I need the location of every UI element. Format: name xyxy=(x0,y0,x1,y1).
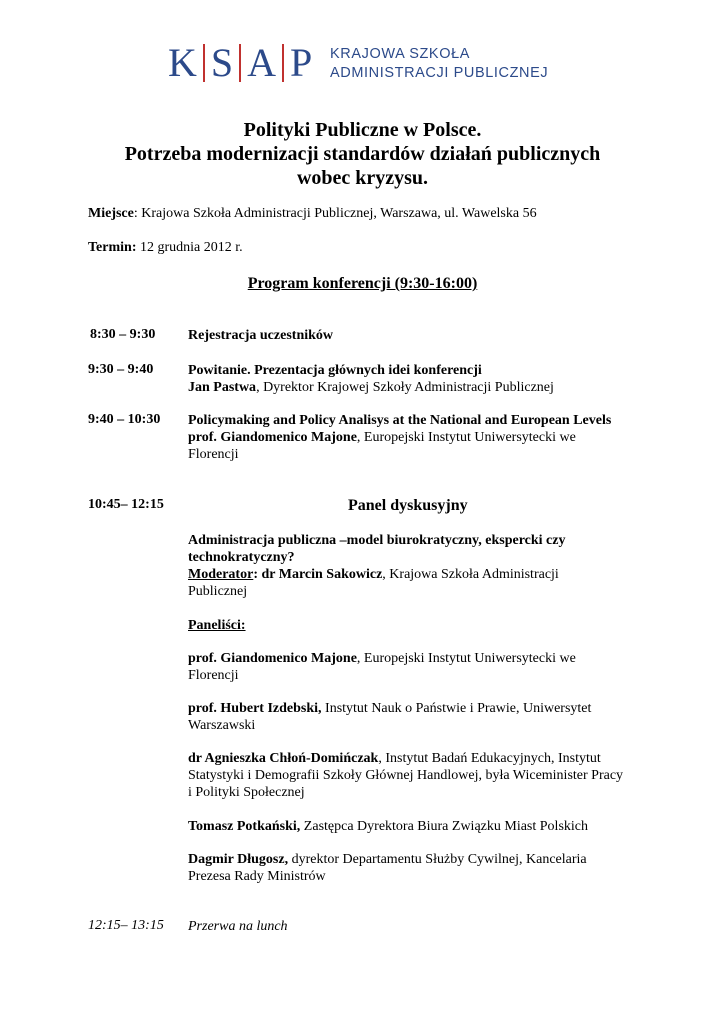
place-line xyxy=(88,206,537,222)
panelist xyxy=(188,750,628,801)
schedule-time: 10:45– 12:15 xyxy=(88,497,164,512)
logo-letter-p: P xyxy=(290,40,313,85)
page-title xyxy=(60,118,665,190)
moderator-label: Moderator xyxy=(188,567,254,582)
date-label: Termin: xyxy=(88,240,137,255)
panelist-name: dr Agnieszka Chłoń-Domińczak xyxy=(188,751,379,766)
logo-text-line1: KRAJOWA SZKOŁA xyxy=(330,46,471,62)
logo-text xyxy=(330,45,548,83)
speaker-affiliation: , Europejski Instytut Uniwersytecki we Florencji xyxy=(188,430,576,462)
schedule-title: Policymaking and Policy Analisys at the National and European Levels xyxy=(188,413,612,428)
moderator-line xyxy=(188,566,608,600)
ksap-logo xyxy=(164,42,316,84)
panelist xyxy=(188,818,638,835)
place-label: Miejsce xyxy=(88,206,134,221)
panelist-affiliation: dyrektor Departamentu Służby Cywilnej, Kancelaria Prezesa Rady Ministrów xyxy=(188,852,587,884)
moderator-colon: : xyxy=(253,567,258,582)
speaker-name: Jan Pastwa xyxy=(188,380,257,395)
logo-separator xyxy=(239,44,241,82)
logo-letter-k: K xyxy=(168,40,197,85)
schedule-speaker-line xyxy=(188,379,628,396)
panelist xyxy=(188,650,608,684)
moderator-affiliation: , Krajowa Szkoła Administracji Publicznej xyxy=(188,567,559,599)
panelist-affiliation: Instytut Nauk o Państwie i Prawie, Uniwersytet Warszawski xyxy=(188,701,592,733)
title-line3: wobec kryzysu. xyxy=(296,167,429,189)
moderator-name: dr Marcin Sakowicz xyxy=(257,567,383,582)
panelist-name: Tomasz Potkański, xyxy=(188,819,301,834)
schedule-time: 9:40 – 10:30 xyxy=(88,412,161,427)
logo-letter-s: S xyxy=(210,40,234,85)
speaker-affiliation: , Dyrektor Krajowej Szkoły Administracji Publicznej xyxy=(256,380,554,395)
title-line2: Potrzeba modernizacji standardów działań publicznych xyxy=(124,143,601,165)
panelists-label: Paneliści: xyxy=(188,618,246,633)
panel-heading: Panel dyskusyjny xyxy=(348,497,468,514)
title-line1: Polityki Publiczne w Polsce. xyxy=(243,119,482,141)
panel-topic: Administracja publiczna –model biurokratyczny, ekspercki czy technokratyczny? xyxy=(188,533,566,565)
logo-letter-a: A xyxy=(247,40,277,85)
schedule-time: 12:15– 13:15 xyxy=(88,918,164,933)
panelist xyxy=(188,700,618,734)
schedule-item xyxy=(188,412,648,463)
panelist-affiliation: , Europejski Instytut Uniwersytecki we Florencji xyxy=(188,651,576,683)
schedule-title: Powitanie. Prezentacja głównych idei konferencji xyxy=(188,363,482,378)
logo-separator xyxy=(203,44,205,82)
schedule-title: Przerwa na lunch xyxy=(188,919,288,934)
schedule-speaker-line xyxy=(188,429,608,463)
schedule-item xyxy=(188,362,628,396)
date-line xyxy=(88,240,243,256)
panel-topic-block xyxy=(188,532,608,600)
panelist xyxy=(188,851,608,885)
logo-text-line2: ADMINISTRACJI PUBLICZNEJ xyxy=(330,65,549,81)
schedule-time: 8:30 – 9:30 xyxy=(90,327,156,342)
speaker-name: prof. Giandomenico Majone xyxy=(188,430,357,445)
panelist-name: prof. Giandomenico Majone xyxy=(188,651,357,666)
schedule-time: 9:30 – 9:40 xyxy=(88,362,154,377)
logo-separator xyxy=(282,44,284,82)
schedule-title: Rejestracja uczestników xyxy=(188,328,334,343)
panelist-name: prof. Hubert Izdebski, xyxy=(188,701,322,716)
panelist-affiliation: Zastępca Dyrektora Biura Związku Miast Polskich xyxy=(300,819,588,834)
panelist-affiliation: , Instytut Badań Edukacyjnych, Instytut Statystyki i Demografii Szkoły Głównej Handlowej, była Wiceminister Pracy i Polityki Społecznej xyxy=(188,751,624,800)
program-heading: Program konferencji (9:30-16:00) xyxy=(247,275,478,292)
place-value: : Krajowa Szkoła Administracji Publicznej, Warszawa, ul. Wawelska 56 xyxy=(133,206,537,221)
date-value: 12 grudnia 2012 r. xyxy=(136,240,243,255)
panelist-name: Dagmir Długosz, xyxy=(188,852,289,867)
